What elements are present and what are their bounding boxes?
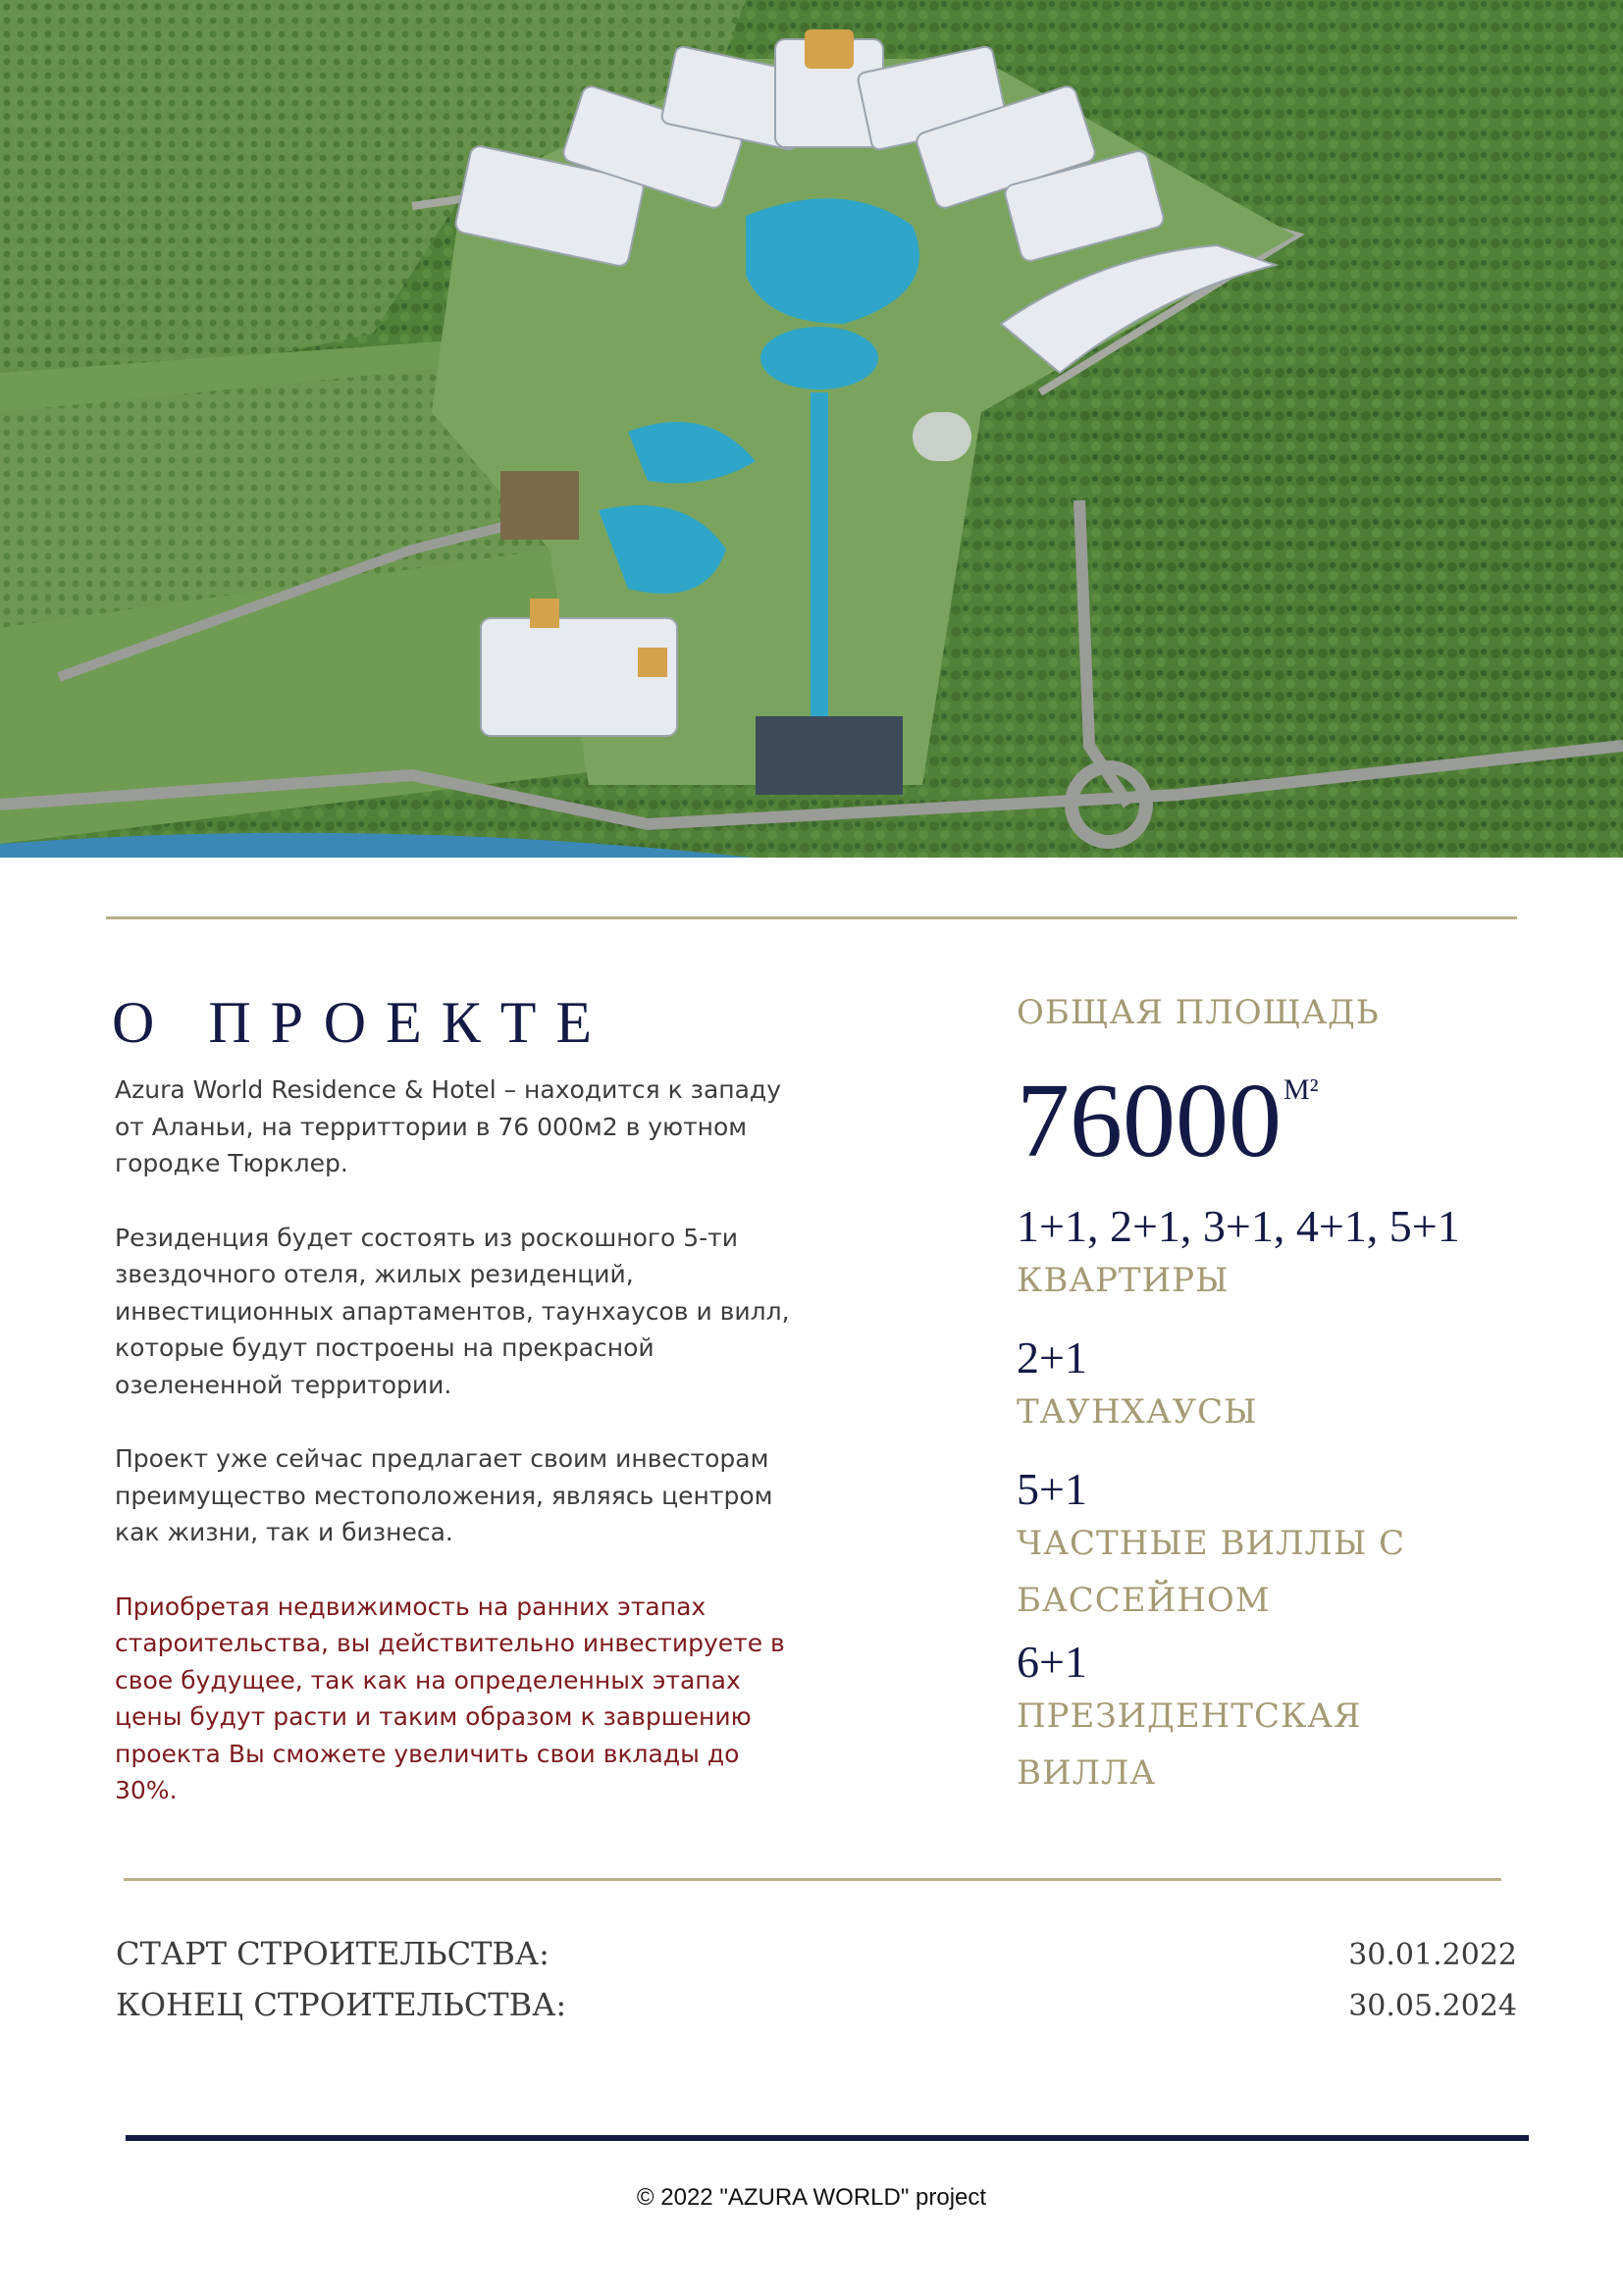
fact-label: КВАРТИРЫ	[1017, 1261, 1230, 1300]
facts-panel	[1017, 991, 1566, 1801]
fact-apartments	[1017, 1201, 1566, 1309]
paragraph-investors: Проект уже сейчас предлагает своим инвесторам преимущество местоположения, являясь центром как жизни, так и бизнеса.	[115, 1444, 773, 1546]
about-text	[115, 1071, 792, 1847]
fact-label: ПРЕЗИДЕНТСКАЯ ВИЛЛА	[1017, 1696, 1362, 1793]
area-unit: М²	[1283, 1073, 1319, 1106]
footer-copyright: © 2022 "AZURA WORLD" project	[636, 2184, 987, 2211]
fact-label: ЧАСТНЫЕ ВИЛЛЫ С БАССЕЙНОМ	[1017, 1524, 1406, 1620]
area-label: ОБЩАЯ ПЛОЩАДЬ	[1017, 993, 1380, 1032]
fact-townhouses	[1017, 1332, 1566, 1440]
schedule-end	[116, 1986, 1517, 2023]
fact-nums: 2+1	[1017, 1332, 1087, 1383]
start-date: 30.01.2022	[1348, 1938, 1517, 1972]
fact-nums: 1+1, 2+1, 3+1, 4+1, 5+1	[1017, 1201, 1460, 1251]
hero-aerial-image	[0, 0, 1623, 858]
middle-divider	[124, 1878, 1501, 1881]
schedule-start	[116, 1935, 1517, 1972]
end-label: КОНЕЦ СТРОИТЕЛЬСТВА:	[116, 1986, 567, 2023]
section-title: О ПРОЕКТЕ	[112, 990, 612, 1055]
paragraph-highlight: Приобретая недвижимость на ранних этапах староительства, вы действительно инвестируете в свое будущее, так как на определенных этапах цены будут расти и таким образом к завршению проекта Вы сможете увеличить свои вклады до 30%.	[115, 1592, 785, 1804]
area-value	[1017, 1036, 1566, 1179]
paragraph-location: Azura World Residence & Hotel – находится к западу от Аланьи, на территтории в 76 000м2 в уютном городке Тюрклер.	[115, 1075, 782, 1177]
paragraph-residence: Резиденция будет состоять из роскошного 5-ти звездочного отеля, жилых резиденций, инвестиционных апартаментов, таунхаусов и вилл, которые будут построены на прекрасной озелененной территории.	[115, 1223, 790, 1399]
fact-nums: 5+1	[1017, 1464, 1087, 1514]
fact-label: ТАУНХАУСЫ	[1017, 1392, 1258, 1432]
fact-villas	[1017, 1464, 1566, 1629]
area-number: 76000	[1017, 1063, 1282, 1179]
fact-nums: 6+1	[1017, 1637, 1087, 1687]
start-label: СТАРТ СТРОИТЕЛЬСТВА:	[116, 1935, 550, 1972]
top-divider	[106, 916, 1517, 919]
bottom-divider	[126, 2135, 1529, 2141]
end-date: 30.05.2024	[1348, 1989, 1517, 2023]
fact-presidential	[1017, 1637, 1566, 1801]
